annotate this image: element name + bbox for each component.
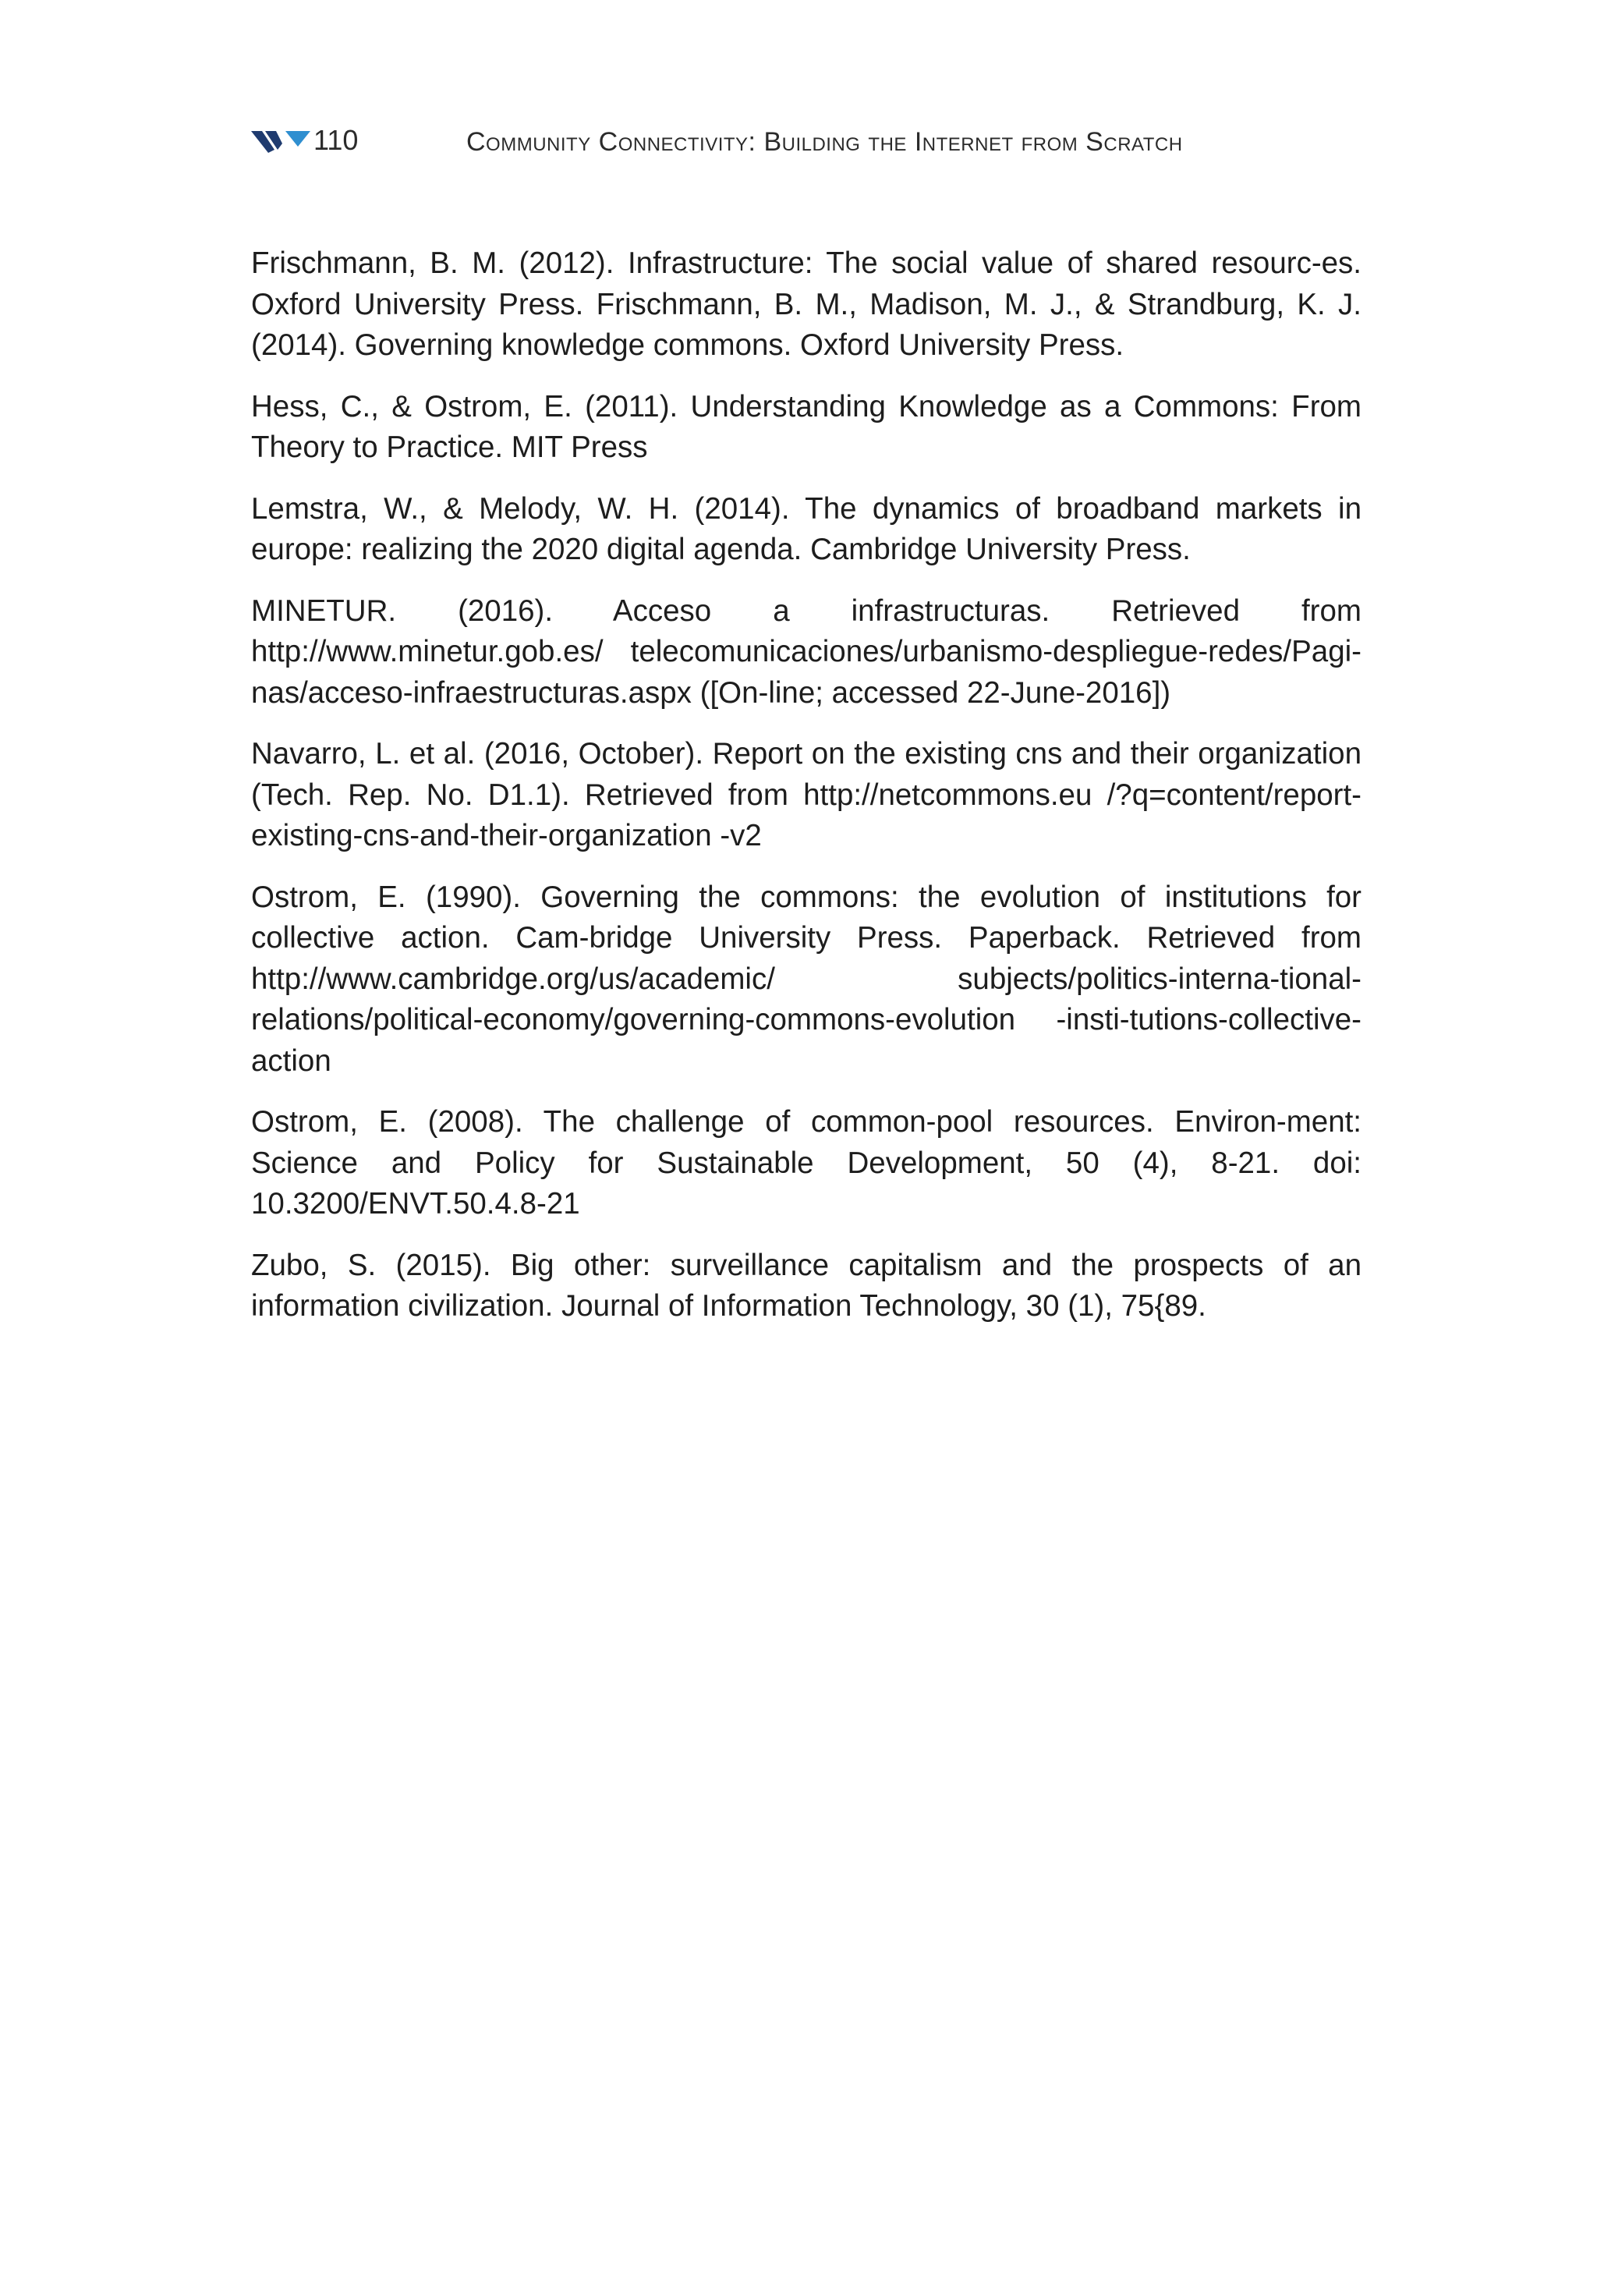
running-title: Community Connectivity: Building the Internet from Scratch xyxy=(466,127,1183,157)
reference-entry: Zubo, S. (2015). Big other: surveillance capitalism and the prospects of an information civilization. Journal of Information Technology, 30 (1), 75{89. xyxy=(251,1248,1362,1323)
reference-entry: Ostrom, E. (1990). Governing the commons: the evolution of institutions for collective action. Cam-bridge University Press. Paperback. Retrieved from http://www.cambridge.org/us/academic/ subjects/politics-interna-tional-relations/political-economy/governing-commons-evolution -insti-tutions-collective-action xyxy=(251,880,1362,1078)
reference-entry: MINETUR. (2016). Acceso a infrastructuras. Retrieved from http://www.minetur.gob.es/ telecomunicaciones/urbanismo-despliegue-redes/Pagi-nas/acceso-infraestructuras.aspx ([On-line; accessed 22-June-2016]) xyxy=(251,593,1362,710)
page-number: 110 xyxy=(313,124,359,156)
reference-entry: Frischmann, B. M. (2012). Infrastructure: The social value of shared resourc-es. Oxford University Press. Frischmann, B. M., Madison, M. J., & Strandburg, K. J. (2014). Governing knowledge commons. Oxford University Press. xyxy=(251,246,1362,362)
running-header xyxy=(251,119,1366,165)
reference-list xyxy=(251,243,1362,1348)
reference-entry: Lemstra, W., & Melody, W. H. (2014). The dynamics of broadband markets in europe: realizing the 2020 digital agenda. Cambridge University Press. xyxy=(251,491,1362,566)
reference-entry: Ostrom, E. (2008). The challenge of common-pool resources. Environ-ment: Science and Policy for Sustainable Development, 50 (4), 8-21. doi: 10.3200/ENVT.50.4.8-21 xyxy=(251,1105,1362,1221)
publisher-logo-icon xyxy=(251,128,310,154)
reference-entry: Hess, C., & Ostrom, E. (2011). Understanding Knowledge as a Commons: From Theory to Practice. MIT Press xyxy=(251,389,1362,464)
reference-entry: Navarro, L. et al. (2016, October). Report on the existing cns and their organization (Tech. Rep. No. D1.1). Retrieved from http://netcommons.eu /?q=content/report-existing-cns-and-their-organization -v2 xyxy=(251,737,1362,852)
